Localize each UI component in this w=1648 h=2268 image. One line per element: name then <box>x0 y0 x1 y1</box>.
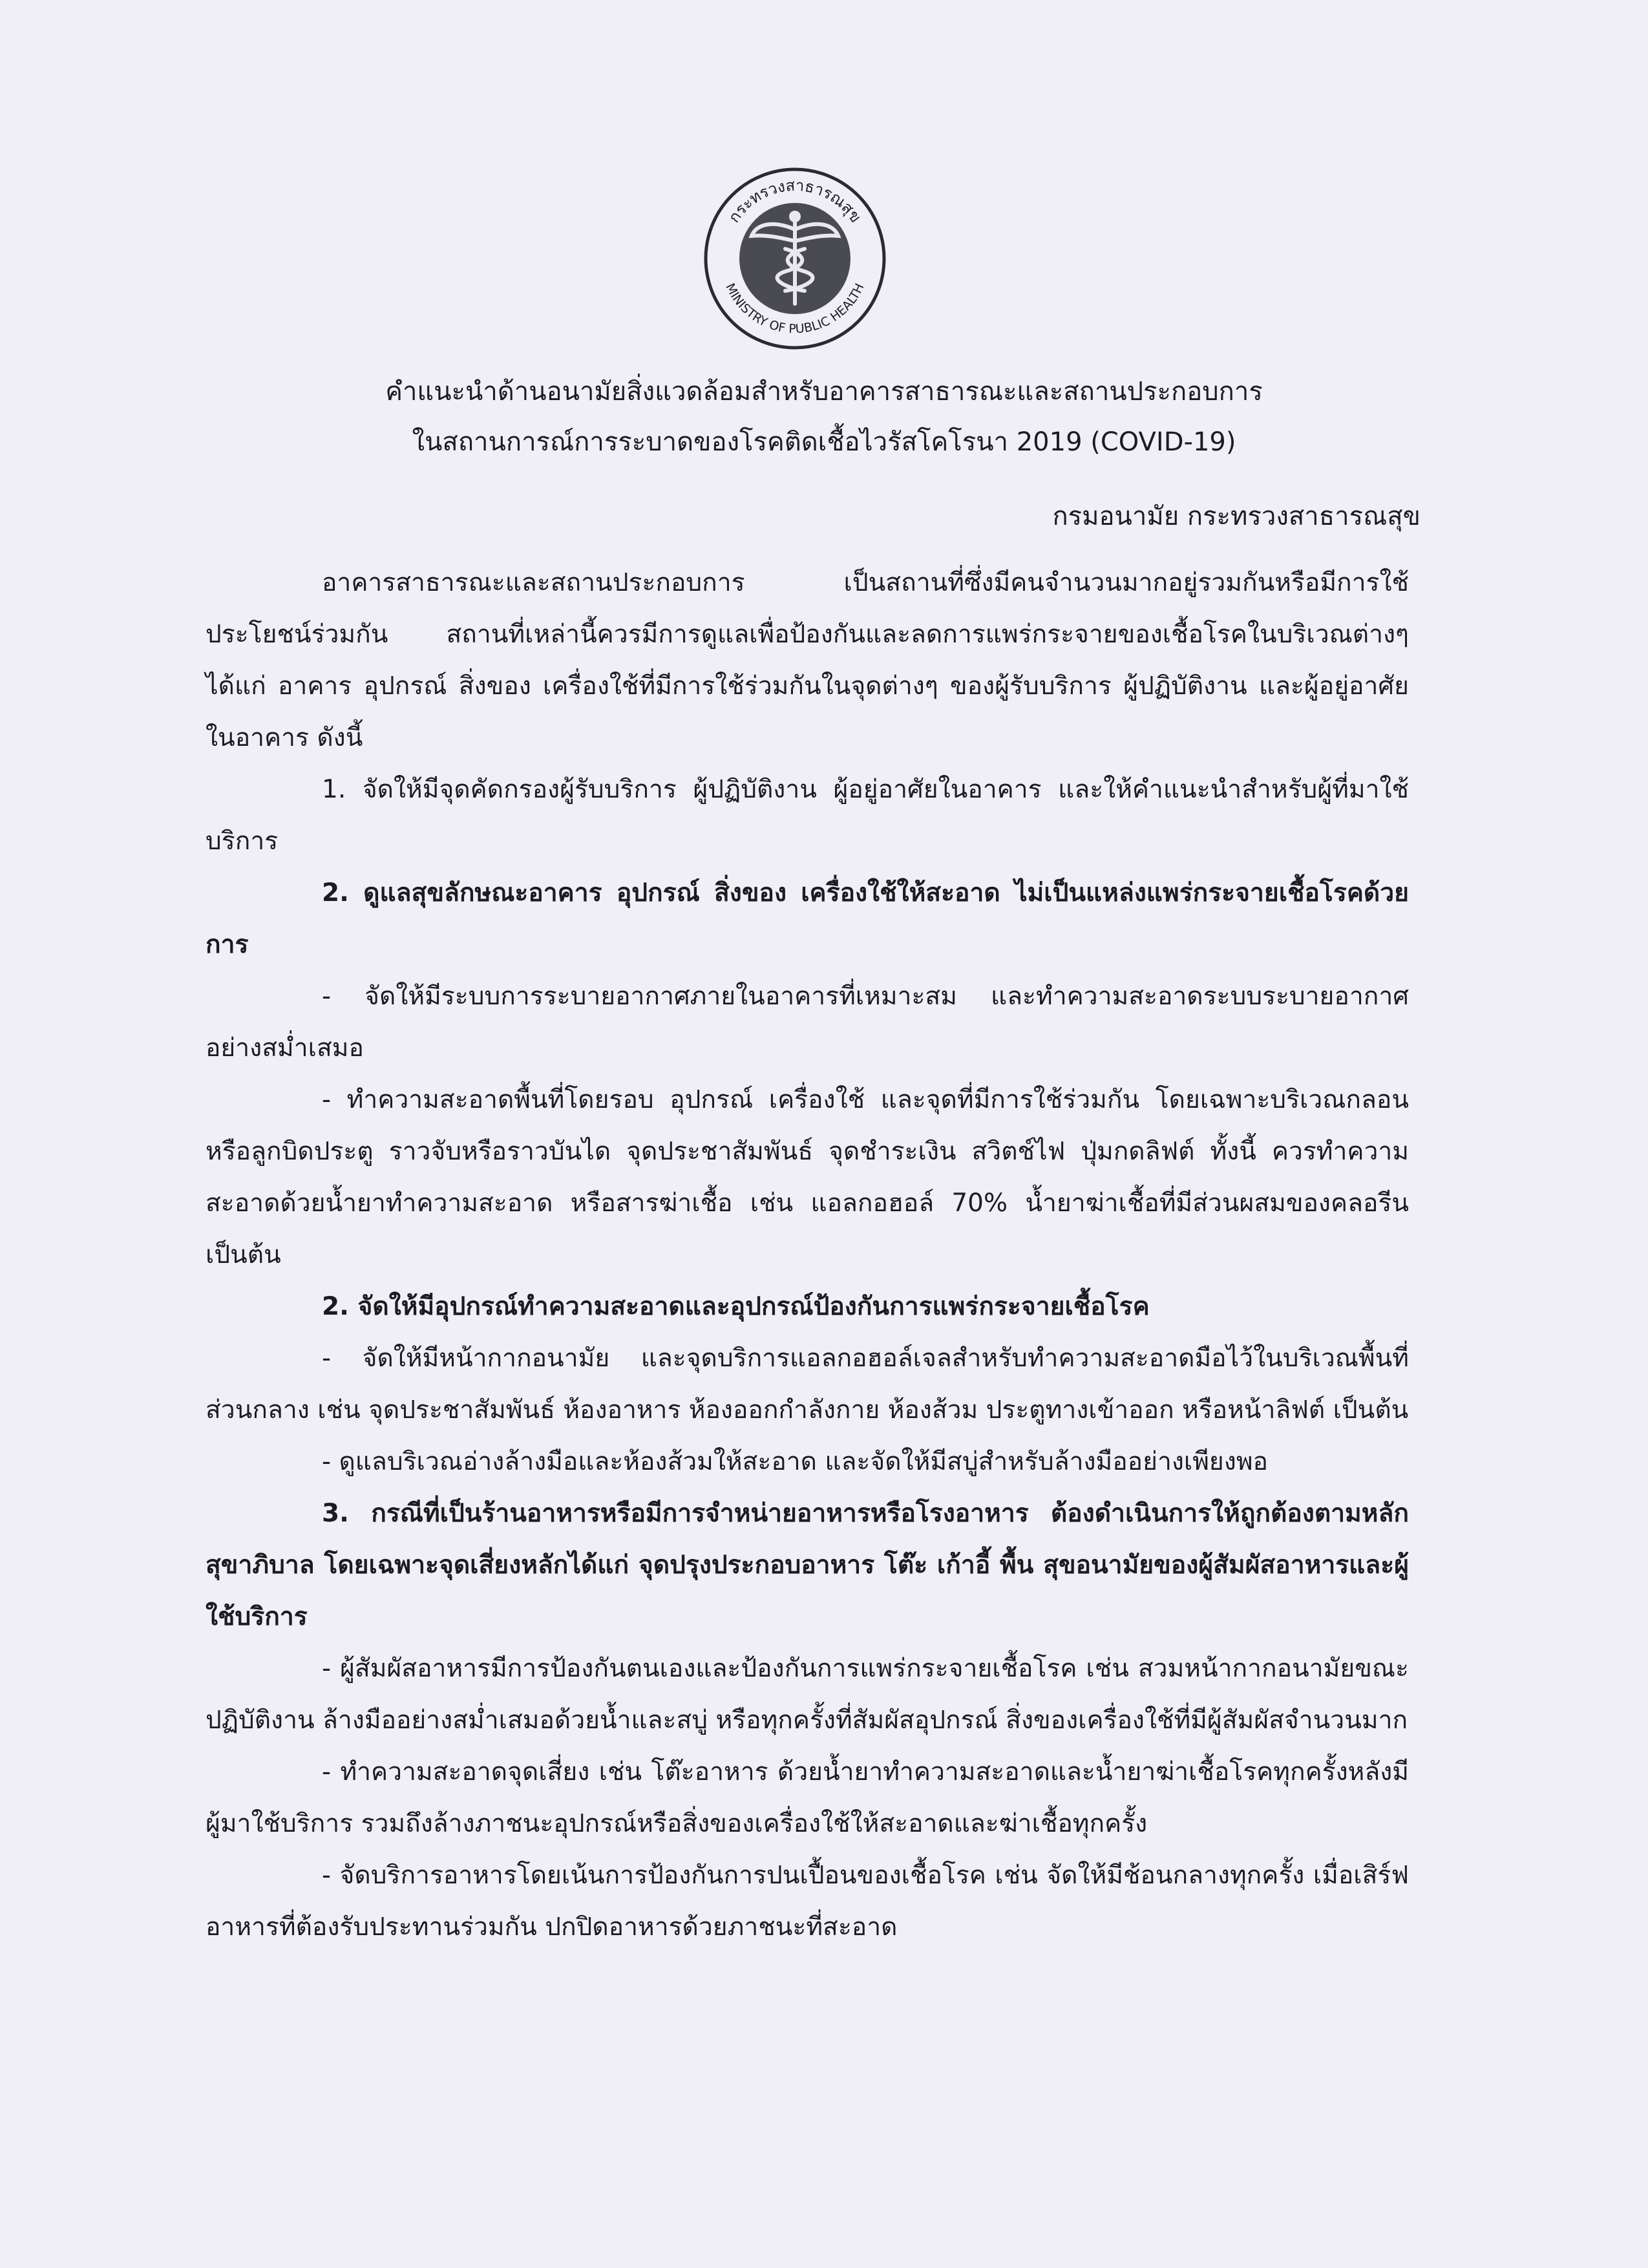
bullet-serving-spoons: - จัดบริการอาหารโดยเน้นการป้องกันการปนเปื้อนของเชื้อโรค เช่น จัดให้มีช้อนกลางทุกครั้ง เมื่อเสิร์ฟอาหารที่ต้องรับประทานร่วมกัน ปกปิดอาหารด้วยภาชนะที่สะอาด <box>206 1861 1409 1942</box>
bullet-surface-cleaning: - ทำความสะอาดพื้นที่โดยรอบ อุปกรณ์ เครื่องใช้ และจุดที่มีการใช้ร่วมกัน โดยเฉพาะบริเวณกลอนหรือลูกบิดประตู ราวจับหรือราวบันได จุดประชาสัมพันธ์ จุดชำระเงิน สวิตช์ไฟ ปุ่มกดลิฟต์ ทั้งนี้ ควรทำความสะอาดด้วยน้ำยาทำความสะอาด หรือสารฆ่าเชื้อ เช่น แอลกอฮอล์ 70% น้ำยาฆ่าเชื้อที่มีส่วนผสมของคลอรีน เป็นต้น <box>206 1085 1409 1269</box>
bullet-ventilation: - จัดให้มีระบบการระบายอากาศภายในอาคารที่เหมาะสม และทำความสะอาดระบบระบายอากาศอย่างสม่ำเสมอ <box>206 982 1409 1063</box>
document-body <box>206 557 1409 1953</box>
bullet-handwashing: - ดูแลบริเวณอ่างล้างมือและห้องส้วมให้สะอาด และจัดให้มีสบู่สำหรับล้างมืออย่างเพียงพอ <box>322 1447 1268 1476</box>
document-title-line-1: คำแนะนำด้านอนามัยสิ่งแวดล้อมสำหรับอาคารสาธารณะและสถานประกอบการ <box>385 377 1263 407</box>
issuing-agency: กรมอนามัย กระทรวงสาธารณสุข <box>1052 502 1421 531</box>
item-3-food-service: 3. กรณีที่เป็นร้านอาหารหรือมีการจำหน่ายอาหารหรือโรงอาหาร ต้องดำเนินการให้ถูกต้องตามหลักสุขาภิบาล โดยเฉพาะจุดเสี่ยงหลักได้แก่ จุดปรุงประกอบอาหาร โต๊ะ เก้าอี้ พื้น สุขอนามัยของผู้สัมผัสอาหารและผู้ใช้บริการ <box>206 1499 1409 1631</box>
document-title-line-2: ในสถานการณ์การระบาดของโรคติดเชื้อไวรัสโคโรนา 2019 (COVID-19) <box>412 427 1236 457</box>
seal-bottom-text: MINISTRY OF PUBLIC HEALTH <box>723 281 867 337</box>
intro-paragraph: อาคารสาธารณะและสถานประกอบการ เป็นสถานที่ซึ่งมีคนจำนวนมากอยู่รวมกันหรือมีการใช้ประโยชน์ร่วมกัน สถานที่เหล่านี้ควรมีการดูแลเพื่อป้องกันและลดการแพร่กระจายของเชื้อโรคในบริเวณต่างๆ ได้แก่ อาคาร อุปกรณ์ สิ่งของ เครื่องใช้ที่มีการใช้ร่วมกันในจุดต่างๆ ของผู้รับบริการ ผู้ปฏิบัติงาน และผู้อยู่อาศัยในอาคาร ดังนี้ <box>206 568 1409 752</box>
bullet-food-handlers: - ผู้สัมผัสอาหารมีการป้องกันตนเองและป้องกันการแพร่กระจายเชื้อโรค เช่น สวมหน้ากากอนามัยขณะปฏิบัติงาน ล้างมืออย่างสม่ำเสมอด้วยน้ำและสบู่ หรือทุกครั้งที่สัมผัสอุปกรณ์ สิ่งของเครื่องใช้ที่มีผู้สัมผัสจำนวนมาก <box>206 1654 1409 1735</box>
bullet-masks-alcohol: - จัดให้มีหน้ากากอนามัย และจุดบริการแอลกอฮอล์เจลสำหรับทำความสะอาดมือไว้ในบริเวณพื้นที่ส่วนกลาง เช่น จุดประชาสัมพันธ์ ห้องอาหาร ห้องออกกำลังกาย ห้องส้วม ประตูทางเข้าออก หรือหน้าลิฟต์ เป็นต้น <box>206 1344 1409 1425</box>
item-1-screening: 1. จัดให้มีจุดคัดกรองผู้รับบริการ ผู้ปฏิบัติงาน ผู้อยู่อาศัยในอาคาร และให้คำแนะนำสำหรับผู้ที่มาใช้บริการ <box>206 775 1409 856</box>
seal-top-text: กระทรวงสาธารณสุข <box>724 176 865 226</box>
ministry-seal <box>701 165 889 352</box>
item-2-hygiene: 2. ดูแลสุขลักษณะอาคาร อุปกรณ์ สิ่งของ เครื่องใช้ให้สะอาด ไม่เป็นแหล่งแพร่กระจายเชื้อโรคด้วยการ <box>206 878 1409 959</box>
item-2-equipment: 2. จัดให้มีอุปกรณ์ทำความสะอาดและอุปกรณ์ป้องกันการแพร่กระจายเชื้อโรค <box>322 1292 1150 1321</box>
bullet-risk-points: - ทำความสะอาดจุดเสี่ยง เช่น โต๊ะอาหาร ด้วยน้ำยาทำความสะอาดและน้ำยาฆ่าเชื้อโรคทุกครั้งหลังมีผู้มาใช้บริการ รวมถึงล้างภาชนะอุปกรณ์หรือสิ่งของเครื่องใช้ให้สะอาดและฆ่าเชื้อทุกครั้ง <box>206 1757 1409 1838</box>
